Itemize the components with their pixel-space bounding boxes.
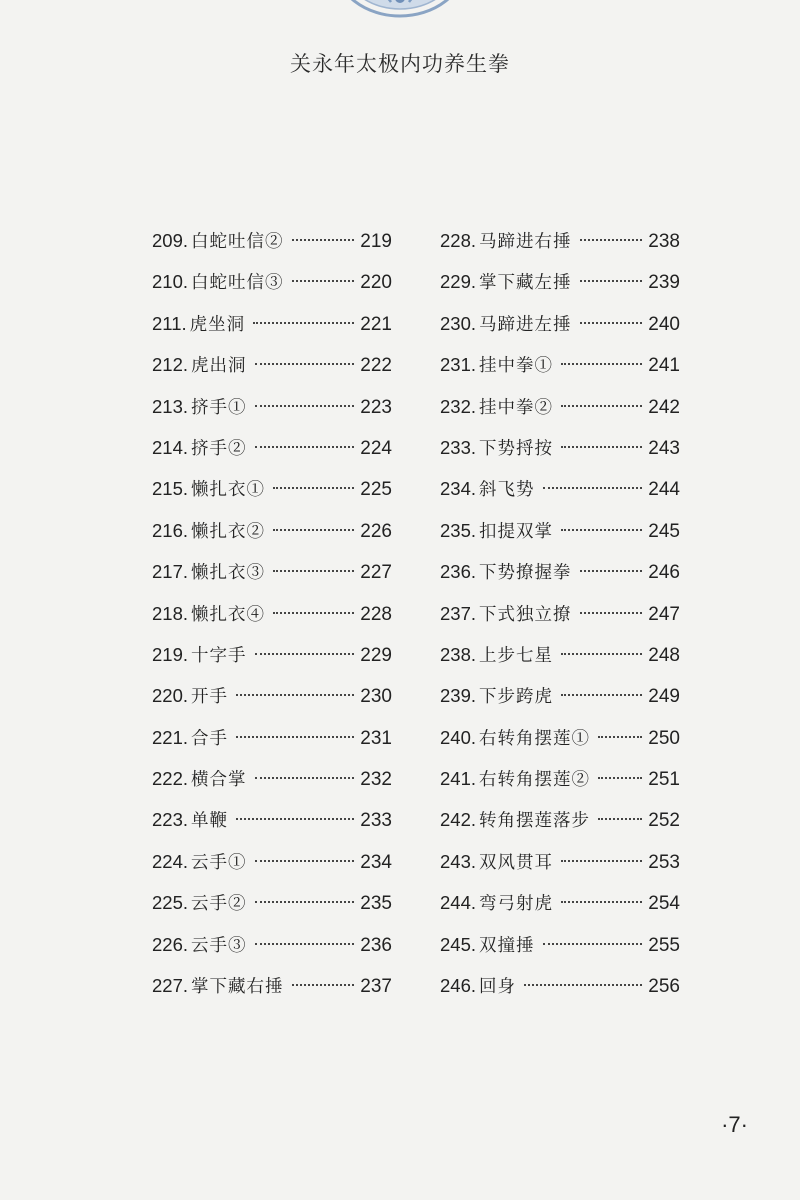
dot-leader <box>255 777 355 779</box>
entry-number: 230. <box>440 312 477 334</box>
dot-leader <box>253 322 354 324</box>
entry-title: 云手③ <box>191 935 247 956</box>
entry-page: 244 <box>648 479 680 501</box>
toc-entry <box>152 518 392 559</box>
entry-number: 246. <box>440 975 477 997</box>
entry-page: 233 <box>360 810 392 832</box>
entry-number: 213. <box>152 395 189 417</box>
toc-entry <box>440 559 680 600</box>
toc-entry <box>440 932 680 973</box>
entry-number: 233. <box>440 436 477 458</box>
dot-leader <box>580 239 643 241</box>
entry-number: 214. <box>152 436 189 458</box>
entry-page: 239 <box>648 272 680 294</box>
entry-number: 226. <box>152 933 189 955</box>
entry-page: 255 <box>648 934 680 956</box>
entry-title: 白蛇吐信③ <box>191 273 284 294</box>
entry-number: 245. <box>440 933 477 955</box>
dot-leader <box>561 901 642 903</box>
entry-number: 209. <box>152 230 189 251</box>
toc-entry <box>440 849 680 890</box>
toc-entry <box>152 973 392 1014</box>
toc-entry <box>440 807 680 848</box>
dot-leader <box>580 570 643 572</box>
entry-page: 252 <box>648 810 680 832</box>
entry-number: 210. <box>152 271 189 293</box>
toc-entry <box>152 683 392 724</box>
entry-title: 扣提双掌 <box>479 521 554 542</box>
entry-number: 217. <box>152 561 189 583</box>
entry-page: 220 <box>360 272 392 294</box>
toc-entry <box>152 849 392 890</box>
entry-page: 222 <box>360 355 392 377</box>
entry-page: 228 <box>360 603 392 625</box>
entry-number: 223. <box>152 809 189 831</box>
entry-number: 239. <box>440 685 477 707</box>
toc-entry <box>152 311 392 352</box>
entry-number: 219. <box>152 643 189 665</box>
toc-entry <box>440 476 680 517</box>
entry-title: 懒扎衣③ <box>191 563 266 584</box>
entry-number: 241. <box>440 768 477 790</box>
toc-entry <box>440 683 680 724</box>
entry-number: 244. <box>440 892 477 914</box>
toc-entry <box>440 228 680 269</box>
entry-page: 254 <box>648 893 680 915</box>
entry-title: 右转角摆莲② <box>479 770 591 791</box>
toc-entry <box>152 642 392 683</box>
toc-entry <box>440 394 680 435</box>
toc-entry <box>440 269 680 310</box>
entry-title: 下式独立撩 <box>479 604 572 625</box>
toc-entry <box>152 269 392 310</box>
entry-title: 双风贯耳 <box>479 852 554 873</box>
toc-entry <box>440 642 680 683</box>
entry-number: 228. <box>440 230 477 251</box>
entry-number: 221. <box>152 726 189 748</box>
dot-leader <box>255 860 355 862</box>
toc-entry <box>152 476 392 517</box>
entry-number: 227. <box>152 975 189 997</box>
entry-title: 双撞捶 <box>479 935 535 956</box>
entry-number: 225. <box>152 892 189 914</box>
entry-number: 237. <box>440 602 477 624</box>
dot-leader <box>273 529 354 531</box>
entry-title: 合手 <box>191 728 229 749</box>
entry-title: 马蹄进左捶 <box>479 314 572 335</box>
dot-leader <box>524 984 642 986</box>
entry-title: 挂中拳① <box>479 356 554 377</box>
entry-page: 236 <box>360 934 392 956</box>
entry-number: 235. <box>440 519 477 541</box>
entry-title: 虎坐洞 <box>189 314 246 335</box>
entry-page: 227 <box>360 562 392 584</box>
entry-page: 251 <box>648 769 680 791</box>
entry-page: 248 <box>648 644 680 666</box>
dot-leader <box>236 694 354 696</box>
toc-entry <box>152 559 392 600</box>
entry-title: 转角摆莲落步 <box>479 811 591 832</box>
entry-page: 240 <box>648 313 680 335</box>
entry-title: 下势捋按 <box>479 438 554 459</box>
dot-leader <box>255 446 355 448</box>
entry-title: 下步跨虎 <box>479 687 554 708</box>
entry-title: 右转角摆莲① <box>479 728 591 749</box>
toc-entry <box>152 932 392 973</box>
dot-leader <box>598 818 642 820</box>
dot-leader <box>292 280 355 282</box>
dot-leader <box>255 943 355 945</box>
dot-leader <box>255 363 355 365</box>
entry-page: 237 <box>360 976 392 998</box>
entry-number: 234. <box>440 478 477 500</box>
entry-number: 231. <box>440 354 477 376</box>
entry-title: 云手① <box>191 852 247 873</box>
dot-leader <box>236 736 354 738</box>
entry-page: 224 <box>360 437 392 459</box>
dot-leader <box>543 943 643 945</box>
entry-page: 245 <box>648 520 680 542</box>
toc-entry <box>440 435 680 476</box>
dot-leader <box>561 405 642 407</box>
entry-title: 虎出洞 <box>191 356 247 377</box>
entry-number: 232. <box>440 395 477 417</box>
entry-page: 250 <box>648 727 680 749</box>
dot-leader <box>561 529 642 531</box>
entry-page: 219 <box>360 231 392 252</box>
entry-number: 236. <box>440 561 477 583</box>
toc-entry <box>152 725 392 766</box>
entry-number: 240. <box>440 726 477 748</box>
entry-page: 223 <box>360 396 392 418</box>
toc-entry <box>440 518 680 559</box>
toc-column-right <box>440 228 680 1014</box>
dot-leader <box>236 818 354 820</box>
dot-leader <box>255 901 355 903</box>
entry-number: 220. <box>152 685 189 707</box>
toc-entry <box>152 890 392 931</box>
entry-page: 253 <box>648 851 680 873</box>
entry-title: 横合掌 <box>191 770 247 791</box>
toc-entry <box>152 435 392 476</box>
toc-entry <box>152 352 392 393</box>
toc-entry <box>440 725 680 766</box>
entry-title: 回身 <box>479 977 517 998</box>
entry-title: 开手 <box>191 687 229 708</box>
entry-number: 242. <box>440 809 477 831</box>
entry-title: 挤手① <box>191 397 247 418</box>
entry-title: 弯弓射虎 <box>479 894 554 915</box>
entry-title: 掌下藏右捶 <box>191 977 284 998</box>
entry-number: 238. <box>440 643 477 665</box>
entry-page: 232 <box>360 769 392 791</box>
entry-number: 218. <box>152 602 189 624</box>
entry-title: 懒扎衣② <box>191 521 266 542</box>
lotus-ornament-icon <box>333 0 467 18</box>
entry-page: 247 <box>648 603 680 625</box>
entry-title: 云手② <box>191 894 247 915</box>
entry-number: 224. <box>152 850 189 872</box>
entry-page: 231 <box>360 727 392 749</box>
entry-page: 246 <box>648 562 680 584</box>
toc-column-left <box>152 228 392 1014</box>
dot-leader <box>561 694 642 696</box>
running-header-title: 关永年太极内功养生拳 <box>290 52 510 76</box>
entry-page: 229 <box>360 644 392 666</box>
entry-page: 230 <box>360 686 392 708</box>
toc-entry <box>440 311 680 352</box>
dot-leader <box>273 612 354 614</box>
dot-leader <box>561 363 642 365</box>
dot-leader <box>561 653 642 655</box>
entry-page: 242 <box>648 396 680 418</box>
entry-page: 249 <box>648 686 680 708</box>
entry-page: 225 <box>360 479 392 501</box>
entry-page: 243 <box>648 437 680 459</box>
entry-page: 241 <box>648 355 680 377</box>
entry-title: 马蹄进右捶 <box>479 232 572 252</box>
entry-page: 221 <box>360 313 392 335</box>
toc-entry <box>152 394 392 435</box>
entry-number: 243. <box>440 850 477 872</box>
dot-leader <box>561 860 642 862</box>
entry-title: 单鞭 <box>191 811 229 832</box>
dot-leader <box>255 653 355 655</box>
toc-entry <box>152 766 392 807</box>
toc-entry <box>152 807 392 848</box>
toc-entry <box>152 601 392 642</box>
entry-number: 212. <box>152 354 189 376</box>
dot-leader <box>273 570 354 572</box>
dot-leader <box>598 736 642 738</box>
toc-entry <box>152 228 392 269</box>
entry-number: 222. <box>152 768 189 790</box>
dot-leader <box>598 777 642 779</box>
entry-number: 229. <box>440 271 477 293</box>
entry-title: 白蛇吐信② <box>191 232 284 252</box>
entry-title: 十字手 <box>191 645 247 666</box>
dot-leader <box>292 239 355 241</box>
entry-title: 斜飞势 <box>479 480 535 501</box>
dot-leader <box>255 405 355 407</box>
entry-title: 挤手② <box>191 438 247 459</box>
toc-entry <box>440 890 680 931</box>
dot-leader <box>561 446 642 448</box>
entry-number: 216. <box>152 519 189 541</box>
dot-leader <box>292 984 355 986</box>
entry-page: 235 <box>360 893 392 915</box>
entry-number: 215. <box>152 478 189 500</box>
entry-title: 上步七星 <box>479 645 554 666</box>
entry-title: 掌下藏左捶 <box>479 273 572 294</box>
entry-title: 懒扎衣④ <box>191 604 266 625</box>
entry-page: 238 <box>648 231 680 252</box>
entry-page: 226 <box>360 520 392 542</box>
dot-leader <box>580 612 643 614</box>
dot-leader <box>580 322 643 324</box>
toc-entry <box>440 973 680 1014</box>
toc-entry <box>440 766 680 807</box>
entry-title: 懒扎衣① <box>191 480 266 501</box>
entry-page: 234 <box>360 851 392 873</box>
toc-entry <box>440 352 680 393</box>
entry-page: 256 <box>648 976 680 998</box>
entry-title: 下势撩握拳 <box>479 563 572 584</box>
entry-number: 211. <box>152 312 187 334</box>
page-number: ·7· <box>721 1112 748 1137</box>
dot-leader <box>580 280 643 282</box>
entry-title: 挂中拳② <box>479 397 554 418</box>
dot-leader <box>273 487 354 489</box>
toc-entry <box>440 601 680 642</box>
dot-leader <box>543 487 643 489</box>
